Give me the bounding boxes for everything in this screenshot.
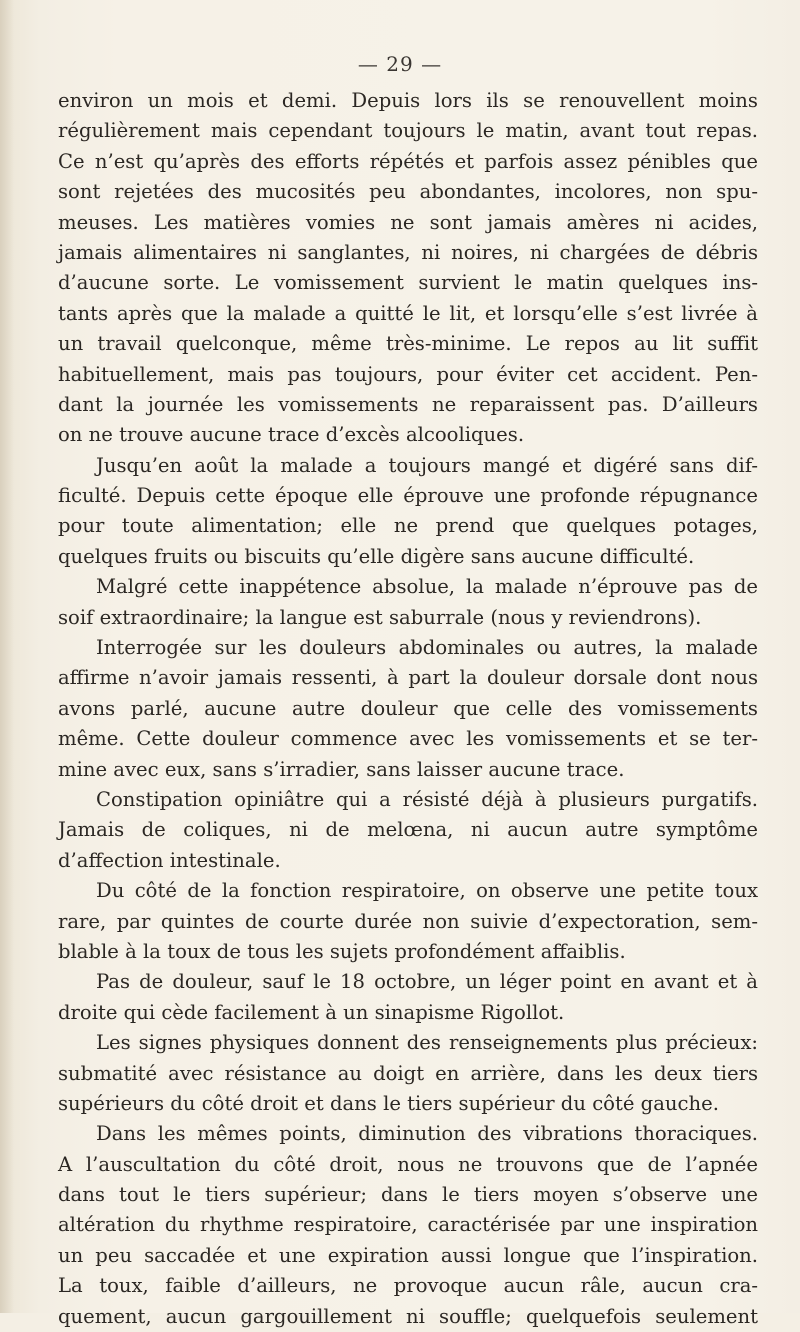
text-line: Les signes physiques donnent des renseignements plus précieux: (96, 1031, 758, 1055)
text-line: soif extraordinaire; la langue est saburrale (nous y reviendrons). (58, 605, 702, 629)
text-line: on ne trouve aucune trace d’excès alcooliques. (58, 423, 525, 447)
text-line: avons parlé, aucune autre douleur que celle des vomissements (58, 696, 758, 720)
text-line: droite qui cède facilement à un sinapisme Rigollot. (58, 1000, 565, 1024)
text-line: Pas de douleur, sauf le 18 octobre, un léger point en avant et à (96, 970, 758, 994)
text-line: quement, aucun gargouillement ni souffle; quelquefois seulement (58, 1304, 758, 1328)
text-line: tants après que la malade a quitté le lit, et lorsqu’elle s’est livrée à (58, 301, 758, 325)
text-line: mine avec eux, sans s’irradier, sans laisser aucune trace. (58, 757, 625, 781)
text-line: quelques fruits ou biscuits qu’elle digère sans aucune difficulté. (58, 544, 695, 568)
text-line: submatité avec résistance au doigt en arrière, dans les deux tiers (58, 1061, 758, 1085)
text-line: rare, par quintes de courte durée non suivie d’expectoration, sem- (58, 909, 758, 933)
text-line: altération du rhythme respiratoire, caractérisée par une inspiration (58, 1213, 758, 1237)
text-line: ficulté. Depuis cette époque elle éprouve une profonde répugnance (58, 484, 758, 508)
text-line: Jusqu’en août la malade a toujours mangé et digéré sans dif- (96, 453, 758, 477)
gutter-shadow (0, 0, 14, 1313)
text-line: Constipation opiniâtre qui a résisté déjà à plusieurs purgatifs. (96, 787, 758, 811)
text-line: Jamais de coliques, ni de melœna, ni aucun autre symptôme (58, 818, 758, 842)
page-number: — 29 — (357, 52, 443, 76)
text-line: Ce n’est qu’après des efforts répétés et parfois assez pénibles que (58, 149, 758, 173)
text-line: jamais alimentaires ni sanglantes, ni noires, ni chargées de débris (58, 240, 758, 264)
text-line: Dans les mêmes points, diminution des vibrations thoraciques. (96, 1122, 758, 1146)
text-line: même. Cette douleur commence avec les vomissements et se ter- (58, 727, 758, 751)
text-line: A l’auscultation du côté droit, nous ne trouvons que de l’apnée (58, 1152, 758, 1176)
text-line: affirme n’avoir jamais ressenti, à part la douleur dorsale dont nous (58, 666, 758, 690)
text-line: supérieurs du côté droit et dans le tiers supérieur du côté gauche. (58, 1091, 719, 1115)
text-line: sont rejetées des mucosités peu abondantes, incolores, non spu- (58, 180, 758, 204)
text-line: Du côté de la fonction respiratoire, on observe une petite toux (96, 879, 758, 903)
text-line: Interrogée sur les douleurs abdominales ou autres, la malade (96, 636, 758, 660)
text-line: un peu saccadée et une expiration aussi longue que l’inspiration. (58, 1243, 758, 1267)
text-line: pour toute alimentation; elle ne prend que quelques potages, (58, 514, 758, 538)
body-text (58, 86, 758, 1332)
text-line: d’affection intestinale. (58, 848, 281, 872)
text-line: habituellement, mais pas toujours, pour éviter cet accident. Pen- (58, 362, 758, 386)
text-line: environ un mois et demi. Depuis lors ils se renouvellent moins (58, 89, 758, 112)
text-line: Malgré cette inappétence absolue, la malade n’éprouve pas de (96, 575, 758, 599)
text-line: un travail quelconque, même très-minime. Le repos au lit suffit (58, 332, 758, 356)
text-line: dans tout le tiers supérieur; dans le tiers moyen s’observe une (58, 1183, 758, 1207)
text-line: meuses. Les matières vomies ne sont jamais amères ni acides, (58, 210, 758, 234)
text-line: La toux, faible d’ailleurs, ne provoque aucun râle, aucun cra- (58, 1274, 758, 1298)
text-line: régulièrement mais cependant toujours le matin, avant tout repas. (58, 119, 758, 143)
text-line: d’aucune sorte. Le vomissement survient le matin quelques ins- (58, 271, 758, 295)
text-line: blable à la toux de tous les sujets profondément affaiblis. (58, 939, 626, 963)
text-line: dant la journée les vomissements ne reparaissent pas. D’ailleurs (58, 392, 758, 416)
